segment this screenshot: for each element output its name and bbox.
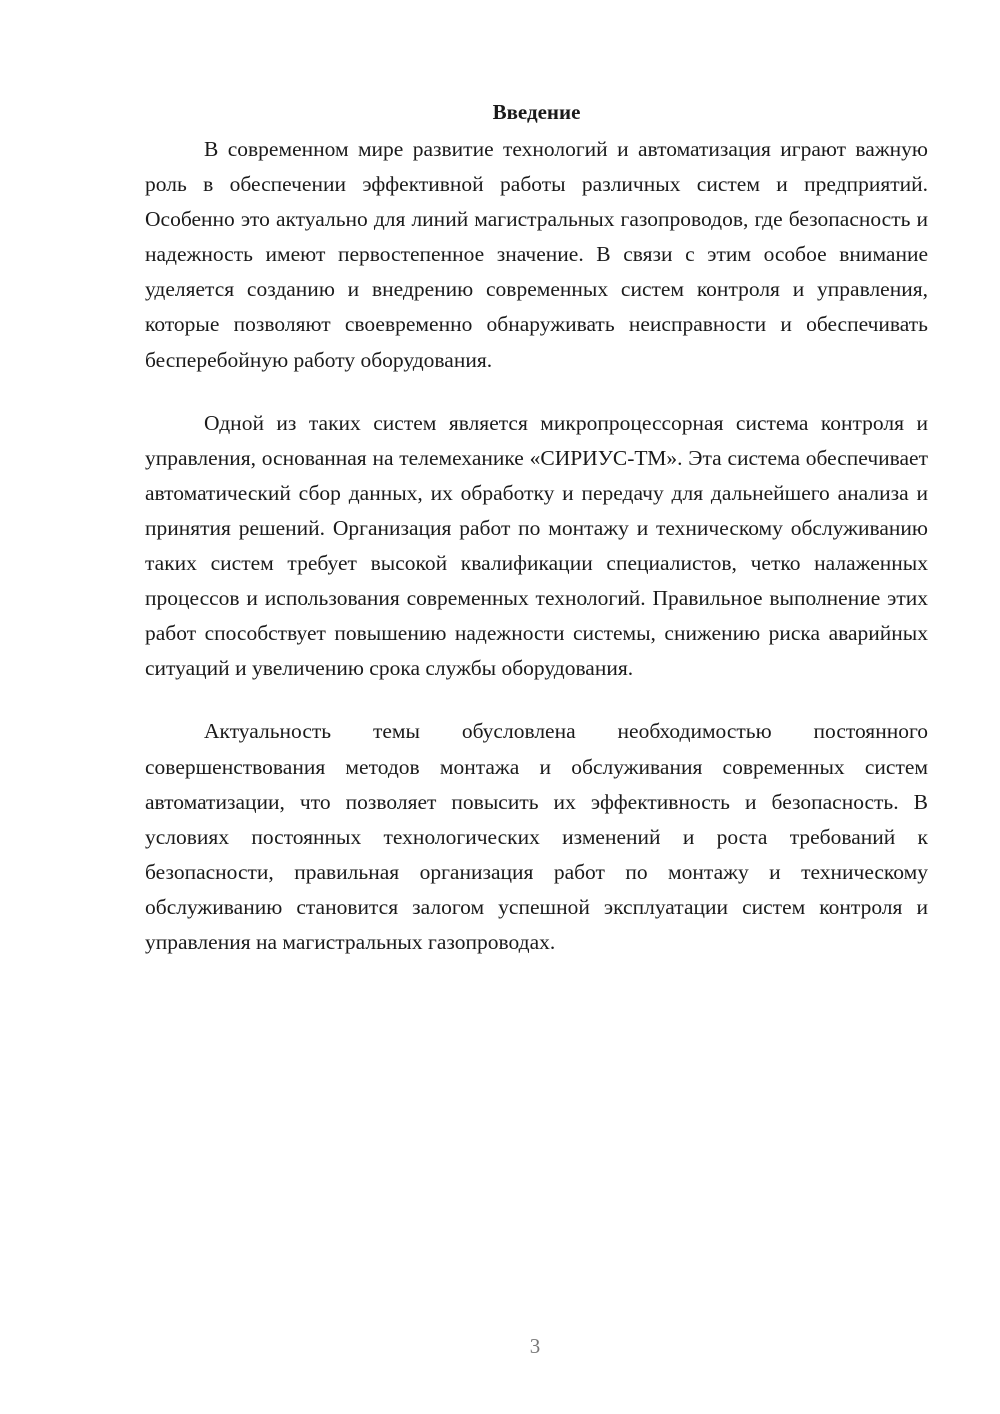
paragraph-2: Одной из таких систем является микропроцессорная система контроля и управления, основанная на телемеханике «СИРИУС-ТМ». Эта система обеспечивает автоматический сбор данных, их обработку и передачу для дальнейшего анализа и принятия решений. Организация работ по монтажу и техническому обслуживанию таких систем требует высокой квалификации специалистов, четко налаженных процессов и использования современных технологий. Правильное выполнение этих работ способствует повышению надежности системы, снижению риска аварийных ситуаций и увеличению срока службы оборудования. [145, 410, 928, 681]
section-heading: Введение [492, 100, 581, 124]
paragraph-1: В современном мире развитие технологий и автоматизация играют важную роль в обеспечении эффективной работы различных систем и предприятий. Особенно это актуально для линий магистральных газопроводов, где безопасность и надежность имеют первостепенное значение. В связи с этим особое внимание уделяется созданию и внедрению современных систем контроля и управления, которые позволяют своевременно обнаруживать неисправности и обеспечивать бесперебойную работу оборудования. [145, 137, 928, 372]
page-number: 3 [529, 1334, 541, 1358]
paragraph-3: Актуальность темы обусловлена необходимостью постоянного совершенствования методов монтажа и обслуживания современных систем автоматизации, что позволяет повысить их эффективность и безопасность. В условиях постоянных технологических изменений и роста требований к безопасности, правильная организация работ по монтажу и техническому обслуживанию становится залогом успешной эксплуатации систем контроля и управления на магистральных газопроводах. [145, 719, 928, 954]
page-content [145, 96, 928, 988]
